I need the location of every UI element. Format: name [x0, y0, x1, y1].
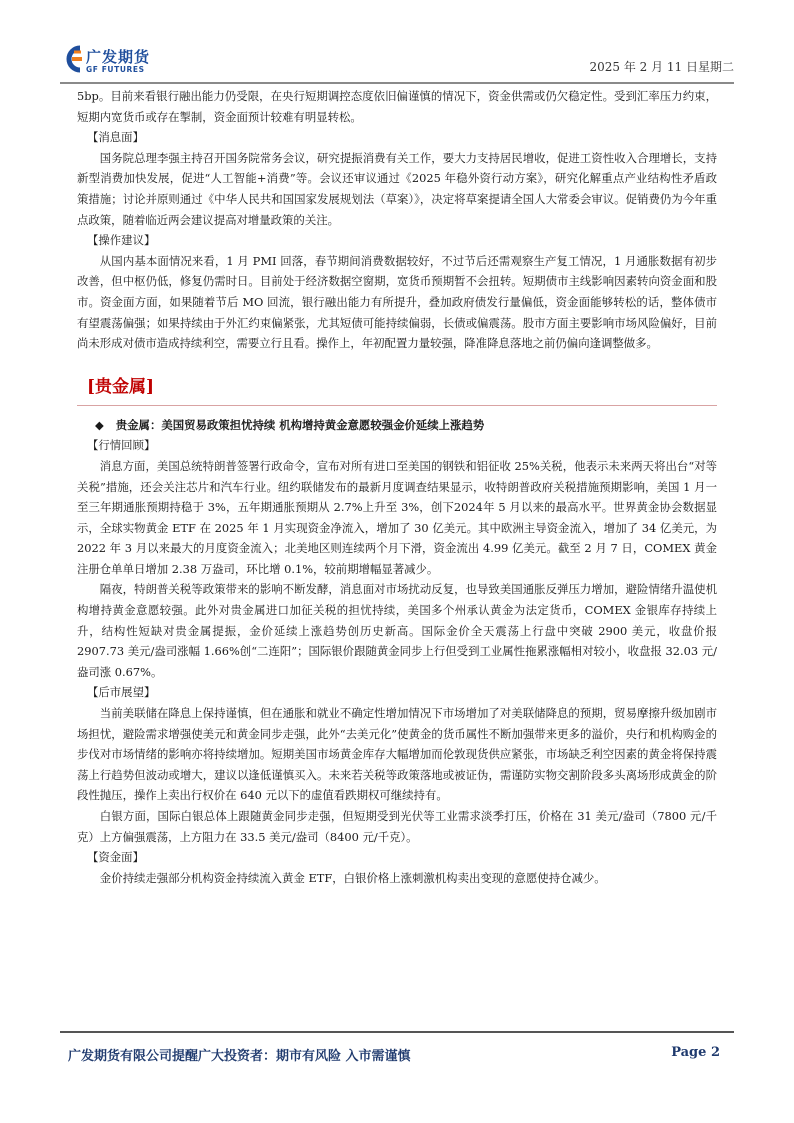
report-date: 2025 年 2 月 11 日星期二 [589, 60, 734, 74]
outlook-label: 【后市展望】 [87, 685, 156, 700]
logo-en: GF FUTURES [86, 65, 145, 74]
metals-headline: 贵金属：美国贸易政策担忧持续 机构增持黄金意愿较强金价延续上涨趋势 [115, 417, 485, 432]
review-paragraph-1: 消息方面，美国总统特朗普签署行政命令，宣布对所有进口至美国的钢铁和铝征收 25%关税，他表示未来两天将出台“对等关税”措施，还会关注芯片和汽车行业。纽约联储发布的最新月度调查结果显示，收特朗普政府关税措施预期影响，美国 1 月一至三年期通胀预期持稳于 3%，五年期通胀预期从 2.7%上升至 3%，创下2024年 5 月以来的最高水平。世界黄金协会数据显示，全球实物黄金 ETF 在 2025 年 1 月实现资金净流入，增加了 30 亿美元。其中欧洲主导资金流入，增加了 34 亿美元，为 2022 年 3 月以来最大的月度资金流入；北美地区则连续两个月下滑，资金流出 4.99 亿美元。截至 2 月 7 日，COMEX 黄金注册仓单单日增加 2.38 万盎司，环比增 0.1%，较前期增幅显著减少。 [77, 458, 717, 576]
news-paragraph: 国务院总理李强主持召开国务院常务会议，研究提振消费有关工作，要大力支持居民增收，促进工资性收入合理增长，支持新型消费加快发展，促进“人工智能+消费”等。会议还审议通过《2025 年稳外资行动方案》，研究化解重点产业结构性矛盾政策措施；讨论并原则通过《中华人民共和国国家发展规划法（草案）》，决定将草案提请全国人大常委会审议。促销费仍为今年重点政策，随着临近两会建议提高对增量政策的关注。 [77, 150, 717, 227]
gf-logo-icon [60, 44, 84, 74]
page-footer [60, 1031, 734, 1064]
advice-paragraph: 从国内基本面情况来看，1 月 PMI 回落，春节期间消费数据较好，不过节后还需观察生产复工情况，1 月通胀数据有初步改善，但中枢仍低，修复仍需时日。目前处于经济数据空窗期，宽货币预期暂不会扭转。短期债市主线影响因素转向资金面和股市。资金面方面，如果随着节后 MO 回流，银行融出能力有所提升，叠加政府债发行量偏低，资金面能够转松的话，整体债市有望震荡偏强；如果持续由于外汇约束偏紧张，尤其短债可能持续偏弱，长债或偏震荡。股市方面主要影响市场风险偏好，目前尚未形成对债市造成持续利空，需要立行且看。操作上，年初配置力量较强，降准降息落地之前仍偏向逢调整做多。 [77, 253, 717, 351]
company-logo [60, 44, 200, 78]
outlook-paragraph-2: 白银方面，国际白银总体上跟随黄金同步走强，但短期受到光伏等工业需求淡季打压，价格在 31 美元/盎司（7800 元/千克）上方偏强震荡，上方阻力在 33.5 美元/盎司（8400 元/千克）。 [77, 809, 717, 844]
advice-label: 【操作建议】 [87, 233, 156, 248]
review-paragraph-2: 隔夜，特朗普关税等政策带来的影响不断发酵，消息面对市场扰动反复，也导致美国通胀反弹压力增加，避险情绪升温使机构增持黄金意愿较强。此外对贵金属进口加征关税的担忧持续，美国多个州承认黄金为法定货币，COMEX 金银库存持续上升，结构性短缺对贵金属提振，金价延续上涨趋势创历史新高。国际金价全天震荡上行盘中突破 2900 美元，收盘价报 2907.73 美元/盎司涨幅 1.66%创“二连阳”；国际银价跟随黄金同步上行但受到工业属性拖累涨幅相对较小，收盘报 32.03 元/盎司涨 0.67%。 [77, 582, 717, 679]
report-body [77, 86, 717, 888]
funds-paragraph: 金价持续走强部分机构资金持续流入黄金 ETF，白银价格上涨刺激机构卖出变现的意愿使持仓减少。 [99, 870, 606, 885]
logo-cn: 广发期货 [86, 48, 151, 66]
metals-bullet-title [95, 415, 717, 436]
section-divider [77, 405, 717, 406]
page-number: Page 2 [671, 1045, 720, 1060]
review-label: 【行情回顾】 [87, 438, 156, 453]
page-header [60, 40, 734, 88]
header-divider [60, 82, 734, 84]
news-label: 【消息面】 [87, 130, 144, 145]
diamond-bullet-icon: ◆ [95, 417, 104, 432]
footer-divider [60, 1031, 734, 1033]
outlook-paragraph-1: 当前美联储在降息上保持谨慎，但在通胀和就业不确定性增加情况下市场增加了对美联储降息的预期，贸易摩擦升级加剧市场担忧，避险需求增强使美元和黄金同步走强，此外“去美元化”使黄金的货币属性不断加强带来更多的溢价，央行和机构购金的步伐对市场情绪的影响亦将持续增加。短期美国市场黄金库存大幅增加而伦敦现货供应紧张，市场缺乏利空因素的黄金将保持震荡上行趋势但波动或增大，建议以逢低谨慎买入。未来若关税等政策落地或被证伪，需谨防实物交割阶段多头离场形成黄金的阶段性抛压，操作上卖出行权价在 640 元以下的虚值看跌期权可继续持有。 [77, 706, 717, 803]
bond-paragraph-1: 5bp。目前来看银行融出能力仍受限，在央行短期调控态度依旧偏谨慎的情况下，资金供需或仍欠稳定性。受到汇率压力约束，短期内宽货币或存在掣制，资金面预计较难有明显转松。 [77, 89, 717, 124]
funds-label: 【资金面】 [87, 850, 144, 865]
risk-disclaimer: 广发期货有限公司提醒广大投资者：期市有风险 入市需谨慎 [68, 1049, 411, 1064]
metals-section-title: [贵金属] [87, 376, 155, 397]
